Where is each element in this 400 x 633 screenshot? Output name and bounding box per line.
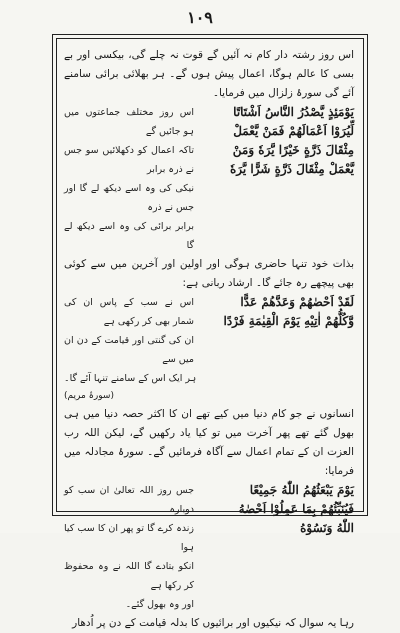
translation-line: اس نے سب کے پاس ان کی شمار بھی کر رکھی ہے: [64, 297, 194, 327]
translation-line: انکو بتادے گا اللہ نے وہ محفوظ کر رکھا ہے: [64, 561, 194, 591]
verse-3-arabic: [199, 481, 354, 538]
page-number: ۱۰۹: [187, 8, 213, 27]
translation-line: ان کی گنتی اور قیامت کے دن ان میں سے: [64, 335, 194, 365]
translation-line: اور وہ بھول گئے۔: [125, 599, 194, 610]
arabic-line: یَّعْمَلْ مِثْقَالَ ذَرَّةٍ شَرًّا یَّرَهٗ: [229, 162, 354, 176]
translation-line: زندہ کرے گا تو پھر ان کا سب کیا ہوا: [64, 523, 194, 553]
arabic-line: لِّیُرَوْا اَعْمَالَهُمْ فَمَنْ یَّعْمَلْ: [233, 124, 354, 138]
translation-line: اس روز مختلف جماعتوں میں ہو جائیں گے: [64, 107, 194, 137]
translation-line: نیکی کی وہ اسے دیکھ لے گا اور جس نے ذرہ: [64, 183, 194, 213]
paragraph-2: بذات خود تنہا حاضری ہوگی اور اولین اور آخرین میں سے کوئی بھی پیچھے رہ جائے گا۔ ارشاد ربانی ہے:: [64, 258, 354, 289]
arabic-line: مِثْقَالَ ذَرَّةٍ خَیْرًا یَّرَهٗ وَمَنْ: [232, 143, 354, 157]
verse-2-translation: [64, 293, 194, 369]
translation-line: ہر ایک اس کے سامنے تنہا آئے گا۔: [64, 373, 197, 384]
verse-3-translation: [64, 481, 194, 614]
page-content: [64, 46, 354, 629]
verse-1-translation: [64, 103, 194, 255]
arabic-line: اللّٰهُ وَنَسُوْهُ: [300, 521, 354, 535]
paragraph-4: رہا یہ سوال کہ نیکیوں اور برائیوں کا بدلہ قیامت کے دن پر اُدھار: [72, 617, 354, 629]
verse-block-1: [64, 103, 354, 255]
paragraph-1: اس روز رشتہ دار کام نہ آئیں گے قوت نہ چلے گی، بیکسی اور بے بسی کا عالم ہوگا، اعمال پیش ہوں گے۔ ہر بھلائی برائی سامنے آئے گی سورۂ زلزال میں فرمایا۔: [64, 49, 354, 99]
translation-line: تاکہ اعمال کو دکھلائیں سو جس نے ذرہ برابر: [64, 145, 194, 175]
arabic-line: یَوْمَئِذٍ یَّصْدُرُ النَّاسُ اَشْتَاتًا: [233, 105, 354, 119]
verse-1-arabic: [199, 103, 354, 179]
translation-line: برابر برائی کی وہ اسے دیکھ لے گا: [64, 221, 194, 251]
verse-block-2: [64, 293, 354, 369]
arabic-line: فَیُنَبِّئُهُمْ بِمَا عَمِلُوْا اَحْصٰهُ: [238, 502, 354, 516]
surah-reference: (سورۂ مریم): [64, 391, 114, 401]
arabic-line: لَقَدْ اَحْصٰهُمْ وَعَدَّهُمْ عَدًّا: [240, 295, 354, 309]
arabic-line: وَّكُلُّهُمْ اٰتِیْهِ یَوْمَ الْقِیٰمَةِ فَرْدًا: [223, 314, 354, 328]
paragraph-3: انسانوں نے جو کام دنیا میں کیے تھے ان کا اکثر حصہ دنیا میں ہی بھول گئے تھے پھر آخرت میں تو کیا یاد رکھیں گے، لیکن اللہ رب العزت ان کے تمام اعمال سے آگاہ فرمائیں گے۔ سورۂ مجادلہ میں فرمایا:: [64, 408, 354, 477]
verse-2-arabic: [199, 293, 354, 331]
translation-line: جس روز اللہ تعالیٰ ان سب کو دوبارہ: [64, 485, 194, 515]
arabic-line: یَوْمَ یَبْعَثُهُمُ اللّٰهُ جَمِیْعًا: [249, 483, 354, 497]
verse-block-3: [64, 481, 354, 614]
